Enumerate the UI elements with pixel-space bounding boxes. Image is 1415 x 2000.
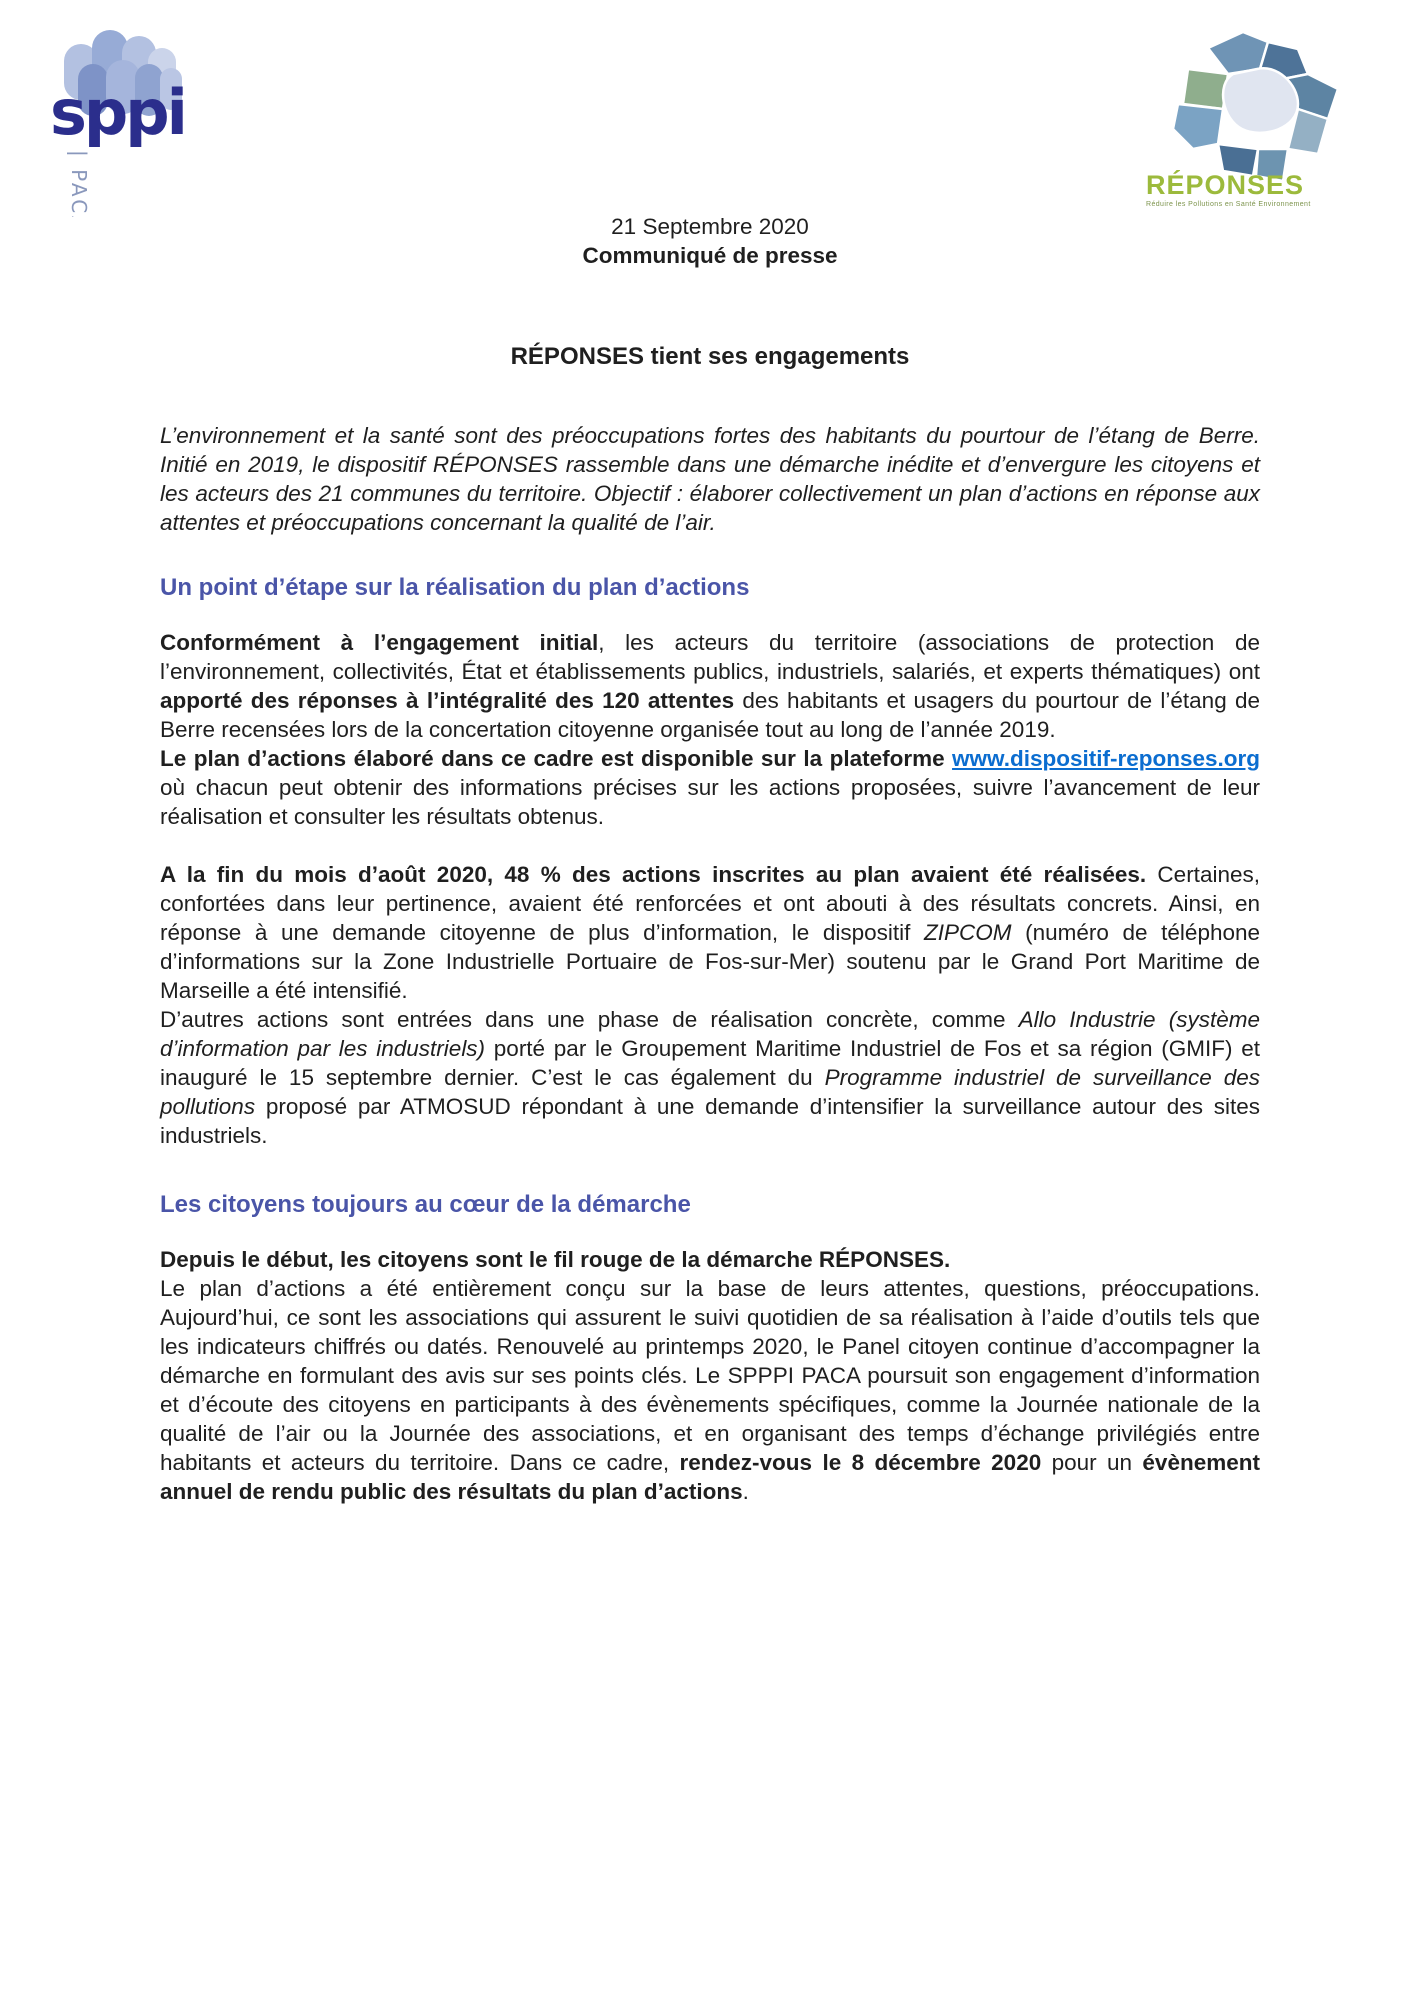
reponses-logo-tagline: Réduire les Pollutions en Santé Environnement (1146, 201, 1311, 208)
text-run: (numéro de téléphone d’informations sur la Zone Industrielle Portuaire de Fos-sur-Mer) soutenu par le Grand Port Maritime de Marseille a été intensifié. (160, 920, 1261, 1003)
text-run: Allo Industrie (1018, 1007, 1156, 1032)
section-heading: Un point d’étape sur la réalisation du plan d’actions (160, 574, 750, 601)
document-content (160, 212, 1260, 1506)
text-run: proposé par ATMOSUD répondant à une demande d’intensifier la surveillance autour des sites industriels. (160, 1094, 1260, 1148)
text-run: Le plan d’actions a été entièrement conçu sur la base de leurs attentes, questions, préoccupations. Aujourd’hui, ce sont les associations qui assurent le suivi quotidien de sa réalisation à l’aide d’outils tels que les indicateurs chiffrés ou datés. Renouvelé au printemps 2020, le Panel citoyen continue d’accompagner la démarche en formulant des avis sur ses points clés. Le SPPPI PACA poursuit son engagement d’information et d’écoute des citoyens en participants à des évènements spécifiques, comme la Journée nationale de la qualité de l’air ou la Journée des associations, et en organisant des temps d’échange privilégiés entre habitants et acteurs du territoire. Dans ce cadre, (160, 1276, 1260, 1475)
reponses-logo-name: RÉPONSES (1146, 170, 1305, 200)
paragraph (160, 628, 1260, 744)
page-title: RÉPONSES tient ses engagements (510, 343, 910, 370)
paragraph (160, 860, 1260, 1005)
text-run: Depuis le début, les citoyens sont le fil rouge de la démarche RÉPONSES. (160, 1247, 951, 1272)
text-run: Conformément à l’engagement initial (160, 630, 599, 655)
text-run: des habitants et usagers du pourtour de l’étang de Berre recensées lors de la concertation citoyenne organisée tout au long de l’année 2019. (160, 688, 1260, 742)
text-run: porté par le Groupement Maritime Industriel de Fos et sa région (GMIF) et inauguré le 15 septembre dernier. C’est le cas également du (160, 1036, 1261, 1090)
sppi-paca-logo (42, 22, 212, 217)
text-run: pour un (1041, 1450, 1143, 1475)
paragraph (160, 1274, 1260, 1506)
text-run: Le plan d’actions élaboré dans ce cadre est disponible sur la plateforme (160, 746, 953, 771)
text-run: . (742, 1479, 749, 1504)
sppi-logo-graphic (42, 22, 212, 217)
sppi-wordmark: sppi (50, 76, 185, 149)
reponses-map-collage (1146, 26, 1368, 186)
paragraph (160, 744, 1260, 831)
text-run: Certaines, confortées dans leur pertinence, avaient été renforcées et ont abouti à des résultats concrets. Ainsi, en réponse à une demande citoyenne de plus d’information, le dispositif (160, 862, 1260, 945)
text-run: (système d’information par les industriels) (160, 1007, 1260, 1061)
intro-paragraph: L’environnement et la santé sont des préoccupations fortes des habitants du pourtour de l’étang de Berre. Initié en 2019, le dispositif RÉPONSES rassemble dans une démarche inédite et d’envergure les citoyens et les acteurs des 21 communes du territoire. Objectif : élaborer collectivement un plan d’actions en réponse aux attentes et préoccupations concernant la qualité de l’air. (160, 423, 1260, 535)
date: 21 Septembre 2020 (611, 214, 809, 239)
text-run (1156, 1007, 1169, 1032)
text-run: rendez-vous le 8 décembre 2020 (679, 1450, 1042, 1475)
document-type: Communiqué de presse (582, 243, 838, 268)
link-dispositif-reponses[interactable]: www.dispositif-reponses.org (952, 746, 1260, 771)
text-run: évènement annuel de rendu public des résultats du plan d’actions (160, 1450, 1260, 1504)
text-run: ZIPCOM (924, 920, 1012, 945)
text-run: , les acteurs du territoire (associations de protection de l’environnement, collectivités, État et établissements publics, industriels, salariés, et experts thématiques) ont (160, 630, 1260, 684)
paragraph (160, 1005, 1260, 1150)
text-run: apporté des réponses à l’intégralité des 120 attentes (160, 688, 735, 713)
sppi-region-label: | PACA (67, 150, 91, 217)
section-heading: Les citoyens toujours au cœur de la démarche (160, 1191, 691, 1218)
text-run: où chacun peut obtenir des informations précises sur les actions proposées, suivre l’avancement de leur réalisation et consulter les résultats obtenus. (160, 775, 1260, 829)
document-body (160, 573, 1260, 1506)
reponses-logo (1146, 26, 1368, 208)
text-run: Programme industriel de surveillance des pollutions (160, 1065, 1260, 1119)
text-run: D’autres actions sont entrées dans une phase de réalisation concrète, comme (160, 1007, 1019, 1032)
text-run: A la fin du mois d’août 2020, 48 % des actions inscrites au plan avaient été réalisées. (160, 862, 1147, 887)
paragraph (160, 1245, 1260, 1274)
